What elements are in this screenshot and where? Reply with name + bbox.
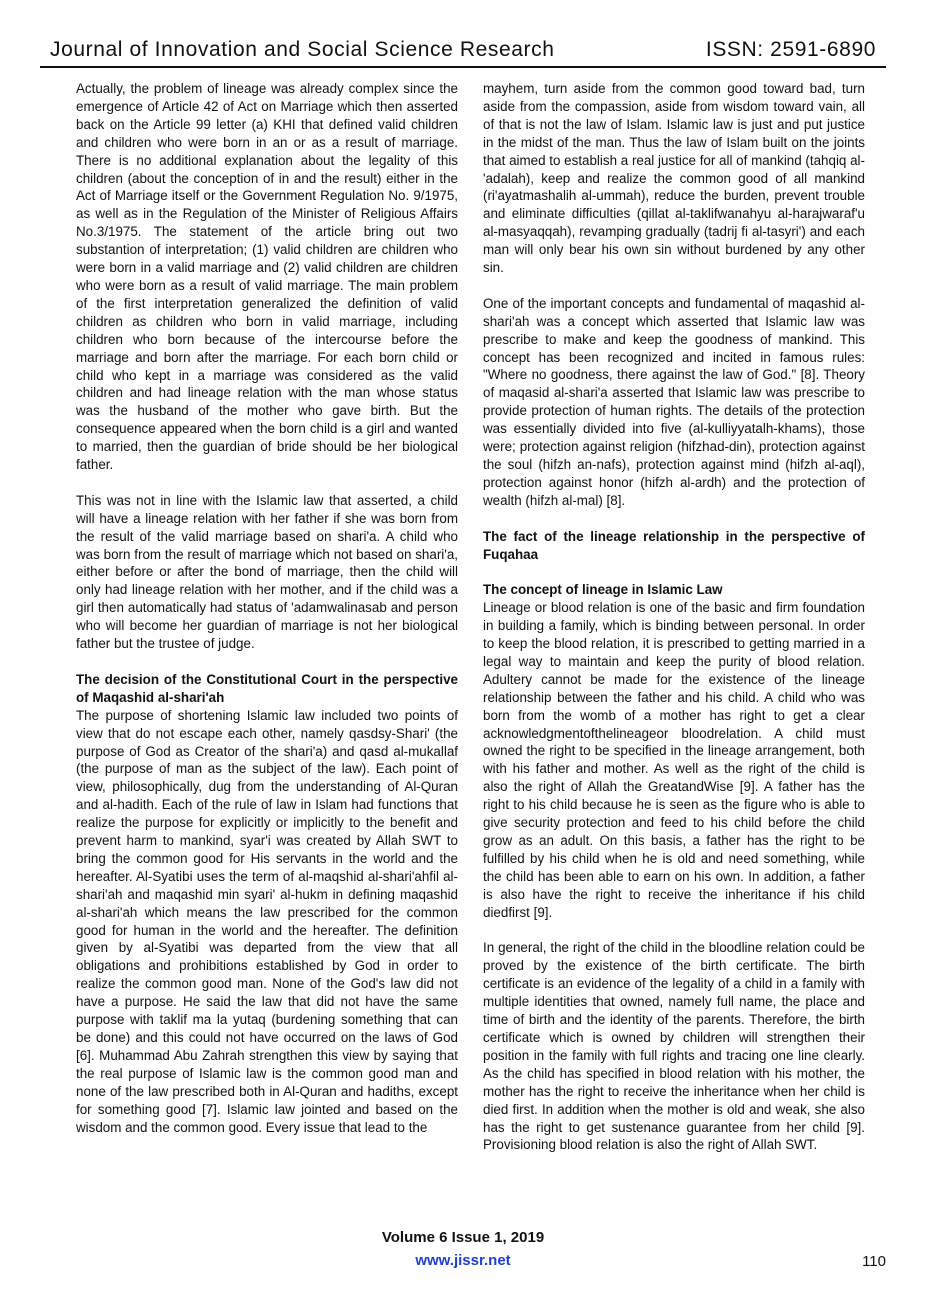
right-column: [483, 80, 865, 1172]
page-number: 110: [862, 1253, 886, 1270]
right-paragraph-2: One of the important concepts and fundamental of maqashid al-shari'ah was a concept which asserted that Islamic law was prescribe to make and keep the goodness of mankind. This concept has been recognized and incited in famous rules: "Where no goodness, there against the law of God." [8]. Theory of maqasid al-shari'a asserted that Islamic law was prescribe to provide protection of human rights. The details of the protection was essentially divided into five (al-kulliyyatalh-khams), those were; protection against religion (hifzhad-din), protection against the soul (hifzh an-nafs), protection against mind (hifzh al-aql), protection against honor (hifzh al-ardh) and the protection of wealth (hifzh al-mal) [8].: [483, 295, 865, 508]
issn: ISSN: 2591-6890: [705, 38, 876, 61]
left-paragraph-2: This was not in line with the Islamic law that asserted, a child will have a lineage relation with her father if she was born from the result of the valid marriage based on shari'a. A child who was born from the result of marriage which not based on shari'a, either before or after the bond of marriage, then the child will only had lineage relation with her mother, and if the child was a girl then automatically had status of 'adamwalinasab and person who will become her guardian of marriage is not her biological father but the trustee of judge.: [76, 492, 458, 652]
journal-url-link[interactable]: www.jissr.net: [415, 1252, 511, 1269]
running-header: [40, 34, 886, 68]
right-paragraph-3: Lineage or blood relation is one of the basic and firm foundation in building a family, which is binding between personal. In order to keep the blood relation, it is prescribed to getting married in a legal way to maintain and keep the purity of blood relation. Adultery cannot be made for the existence of the lineage relationship between the father and his child. A child who was born from the womb of a mother has right to get a clear acknowledgmentofthelineageor bloodrelation. A child must owned the right to be specified in the lineage arrangement, both with his father and mother. As well as the right of the child is also the right of Allah the GreatandWise [9]. A father has the right to his child because he is seen as the figure who is able to give security protection and feed to his child before the child grow as an adult. On this basis, a father has the right to be fulfilled by his child when he is old and need something, while the child has been able to earn on his own. In addition, a father is also have the right to receive the inheritance if his child diedfirst [9].: [483, 600, 865, 920]
right-paragraph-4: In general, the right of the child in the bloodline relation could be proved by the existence of the birth certificate. The birth certificate is an evidence of the legality of a child in a family with multiple identities that owned, namely full name, the place and time of birth and the identity of the parents. Therefore, the birth certificate which is owned by children will strengthen their position in the family with full rights and tracing one line clearly. As the child has specified in blood relation with his mother, the mother has the right to receive the inheritance when her child is died first. In addition when the mother is old and weak, she also has the right to get sustenance guarantee from her child [9]. Provisioning blood relation is also the right of Allah SWT.: [483, 940, 865, 1153]
left-paragraph-3: The purpose of shortening Islamic law included two points of view that do not escape each other, namely qasdsy-Shari' (the purpose of God as Creator of the shari'a) and qasd al-mukallaf (the purpose of man as the subject of the law). Each point of view, philosophically, dug from the understanding of Al-Quran and al-hadith. Each of the rule of law in Islam had functions that realize the purpose for explicitly or implicitly to the benefit and prevent harm to mankind, syar'i was created by Allah SWT to bring the common good for His servants in the world and the hereafter. Al-Syatibi uses the term of al-maqshid al-shari'ahfil al-shari'ah and maqashid min syari' al-hukm in defining maqashid al-shari'ah which means the law prescribed for the common good for human in the world and the hereafter. The definition given by al-Syatibi was departed from the view that all obligations and prohibitions established by God in order to realize the common good man. None of the God's law did not have a purpose. He said the law that did not have the same purpose with taklif ma la yutaq (burdening something that can be done) and this could not have occurred on the laws of God [6]. Muhammad Abu Zahrah strengthen this view by saying that the real purpose of Islamic law is the common good man and none of the law prescribed both in Al-Quran and hadiths, except for something good [7]. Islamic law jointed and based on the wisdom and the common good. Every issue that lead to the: [76, 707, 458, 1135]
left-column: [76, 80, 458, 1154]
section-heading-constitutional-court: The decision of the Constitutional Court in the perspective of Maqashid al-shari'ah: [76, 671, 458, 705]
volume-issue: Volume 6 Issue 1, 2019: [381, 1229, 545, 1246]
left-paragraph-1: Actually, the problem of lineage was already complex since the emergence of Article 42 of Act on Marriage which then asserted back on the Article 99 letter (a) KHI that defined valid children and children who were born in an or as a result of marriage. There is no additional explanation about the legality of this children (about the conception of in and the result) either in the Act of Marriage itself or the Government Regulation No. 9/1975, as well as in the Regulation of the Minister of Religious Affairs No.3/1975. The statement of the article bring out two substantion of interpretation; (1) valid children are children who were born in a valid marriage and (2) valid children are children who were born as a result of valid marriage. The main problem of the first interpretation generalized the definition of valid children as children who born in valid marriage, including children who born because of the intercourse before the marriage and born after the marriage. For each born child or child who kept in a marriage was considered as the valid children and had lineage relation with the man whose status was the husband of the mother who gave birth. But the consequence appeared when the born child is a girl and wanted to married, then the guardian of bride should be her biological father.: [76, 81, 458, 473]
section-heading-fuqahaa: The fact of the lineage relationship in the perspective of Fuqahaa: [483, 528, 865, 562]
journal-title: Journal of Innovation and Social Science Research: [50, 38, 555, 61]
subsection-heading-lineage-concept: The concept of lineage in Islamic Law: [483, 582, 723, 598]
right-paragraph-1: mayhem, turn aside from the common good toward bad, turn aside from the compassion, aside from wisdom toward vain, all of that is not the law of Islam. Islamic law is just and put justice in the midst of the man. Thus the law of Islam built on the joints that aimed to establish a real justice for all of mankind (tahqiq al-'adalah), keep and realize the common good of all mankind (ri'ayatmashalih al-ummah), reduce the burden, prevent trouble and eliminate difficulties (qillat al-taklifwanahyu al-harajwaraf'u al-masyaqqah), revamping gradually (tadrij fi al-tasyri') and each man will only bear his own sin without burdened by any other sin.: [483, 81, 865, 276]
